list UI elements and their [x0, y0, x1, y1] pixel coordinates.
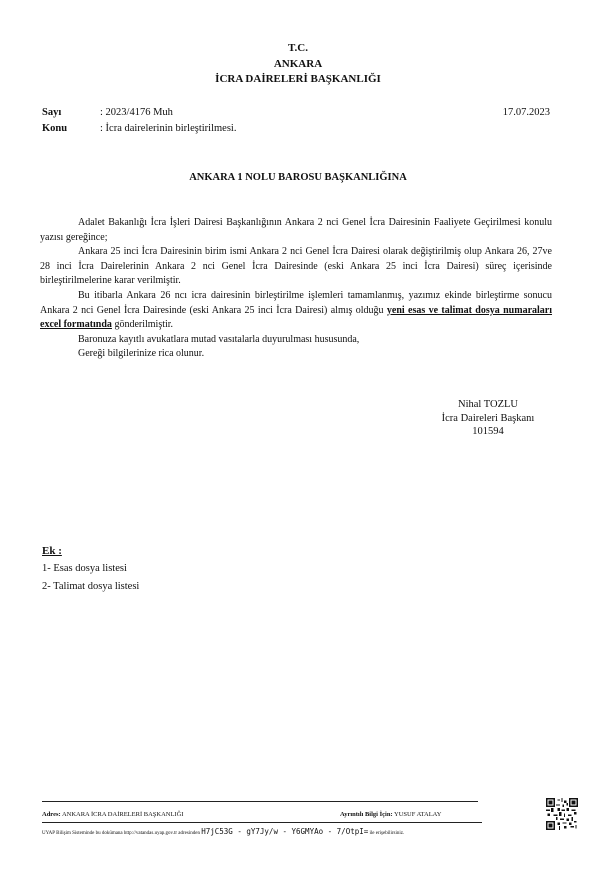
- document-date: 17.07.2023: [502, 107, 550, 118]
- sayi-value: : 2023/4176 Muh: [100, 107, 173, 118]
- konu-label: Konu: [42, 123, 68, 134]
- footer-divider: [42, 801, 478, 802]
- header-office: İCRA DAİRELERİ BAŞKANLIĞI: [215, 73, 381, 85]
- attachments-title: Ek :: [42, 545, 62, 557]
- footer-verification-code: H7jC53G - gY7Jy/w - Y6GMYAo - 7/OtpI=: [201, 827, 369, 836]
- paragraph-4: Baronuza kayıtlı avukatlara mutad vasıtalarla duyurulması hususunda,: [78, 333, 360, 345]
- footer-info: [340, 811, 441, 818]
- footer-address: [42, 811, 183, 818]
- footer-uyap-text: UYAP Bilişim Sisteminde bu dokümana http://vatandas.uyap.gov.tr adresinden: [42, 831, 200, 836]
- signer-title: İcra Daireleri Başkanı: [441, 412, 535, 424]
- paragraph-1: Adalet Bakanlığı İcra İşleri Dairesi Başkanlığının Ankara 2 nci Genel İcra Dairesinin Faaliyete Geçirilmesi konulu yazısı gereğince;: [40, 217, 552, 243]
- signer-name: Nihal TOZLU: [458, 399, 518, 410]
- attachment-item-2: 2- Talimat dosya listesi: [42, 581, 140, 592]
- attachment-item-1: 1- Esas dosya listesi: [42, 563, 127, 574]
- footer-info-label: Ayrıntılı Bilgi İçin:: [340, 811, 393, 818]
- footer-info-value: YUSUF ATALAY: [394, 811, 442, 818]
- footer-code-suffix: ile erişebilirsiniz.: [369, 831, 405, 836]
- paragraph-5: Gereği bilgilerinize rica olunur.: [78, 348, 205, 360]
- footer-divider-2: [42, 822, 482, 823]
- paragraph-3: [40, 289, 552, 333]
- signer-number: 101594: [472, 426, 504, 437]
- paragraph-3-emphasis: yeni esas ve talimat dosya numaraları excel formatında: [40, 304, 553, 331]
- header-tc: T.C.: [288, 42, 308, 54]
- paragraph-2: Ankara 25 inci İcra Dairesinin birim ismi Ankara 2 nci Genel İcra Dairesi olarak değiştirilmiş olup Ankara 26, 27ve 28 inci İcra Dairelerinin Ankara 2 nci Genel İcra Dairesinde (eski Ankara 25 inci İcra Dairesi) süreç içerisinde birleştirilmelerine karar verilmiştir.: [40, 246, 552, 287]
- paragraph-3-start: Bu itibarla Ankara 26 ncı icra dairesinin birleştirilme işlemleri tamamlanmış, yazımız ekinde birleştirme sonucu Ankara 2 nci Genel İcra Dairesinde (eski Ankara 25 inci İcra Dairesi) almış olduğu: [40, 289, 552, 316]
- footer-address-value: ANKARA İCRA DAİRELERİ BAŞKANLIĞI: [61, 811, 184, 818]
- header-city: ANKARA: [273, 58, 323, 70]
- footer-address-label: Adres:: [42, 811, 61, 818]
- sayi-label: Sayı: [42, 107, 62, 118]
- qr-code-icon: [546, 798, 578, 830]
- addressee: ANKARA 1 NOLU BAROSU BAŞKANLIĞINA: [189, 172, 407, 183]
- letter-body: [40, 216, 552, 362]
- paragraph-3-end: gönderilmiştir.: [111, 319, 174, 331]
- konu-value: : İcra dairelerinin birleştirilmesi.: [100, 123, 237, 134]
- footer-uyap-line: [42, 827, 404, 836]
- signature-block: [423, 398, 553, 439]
